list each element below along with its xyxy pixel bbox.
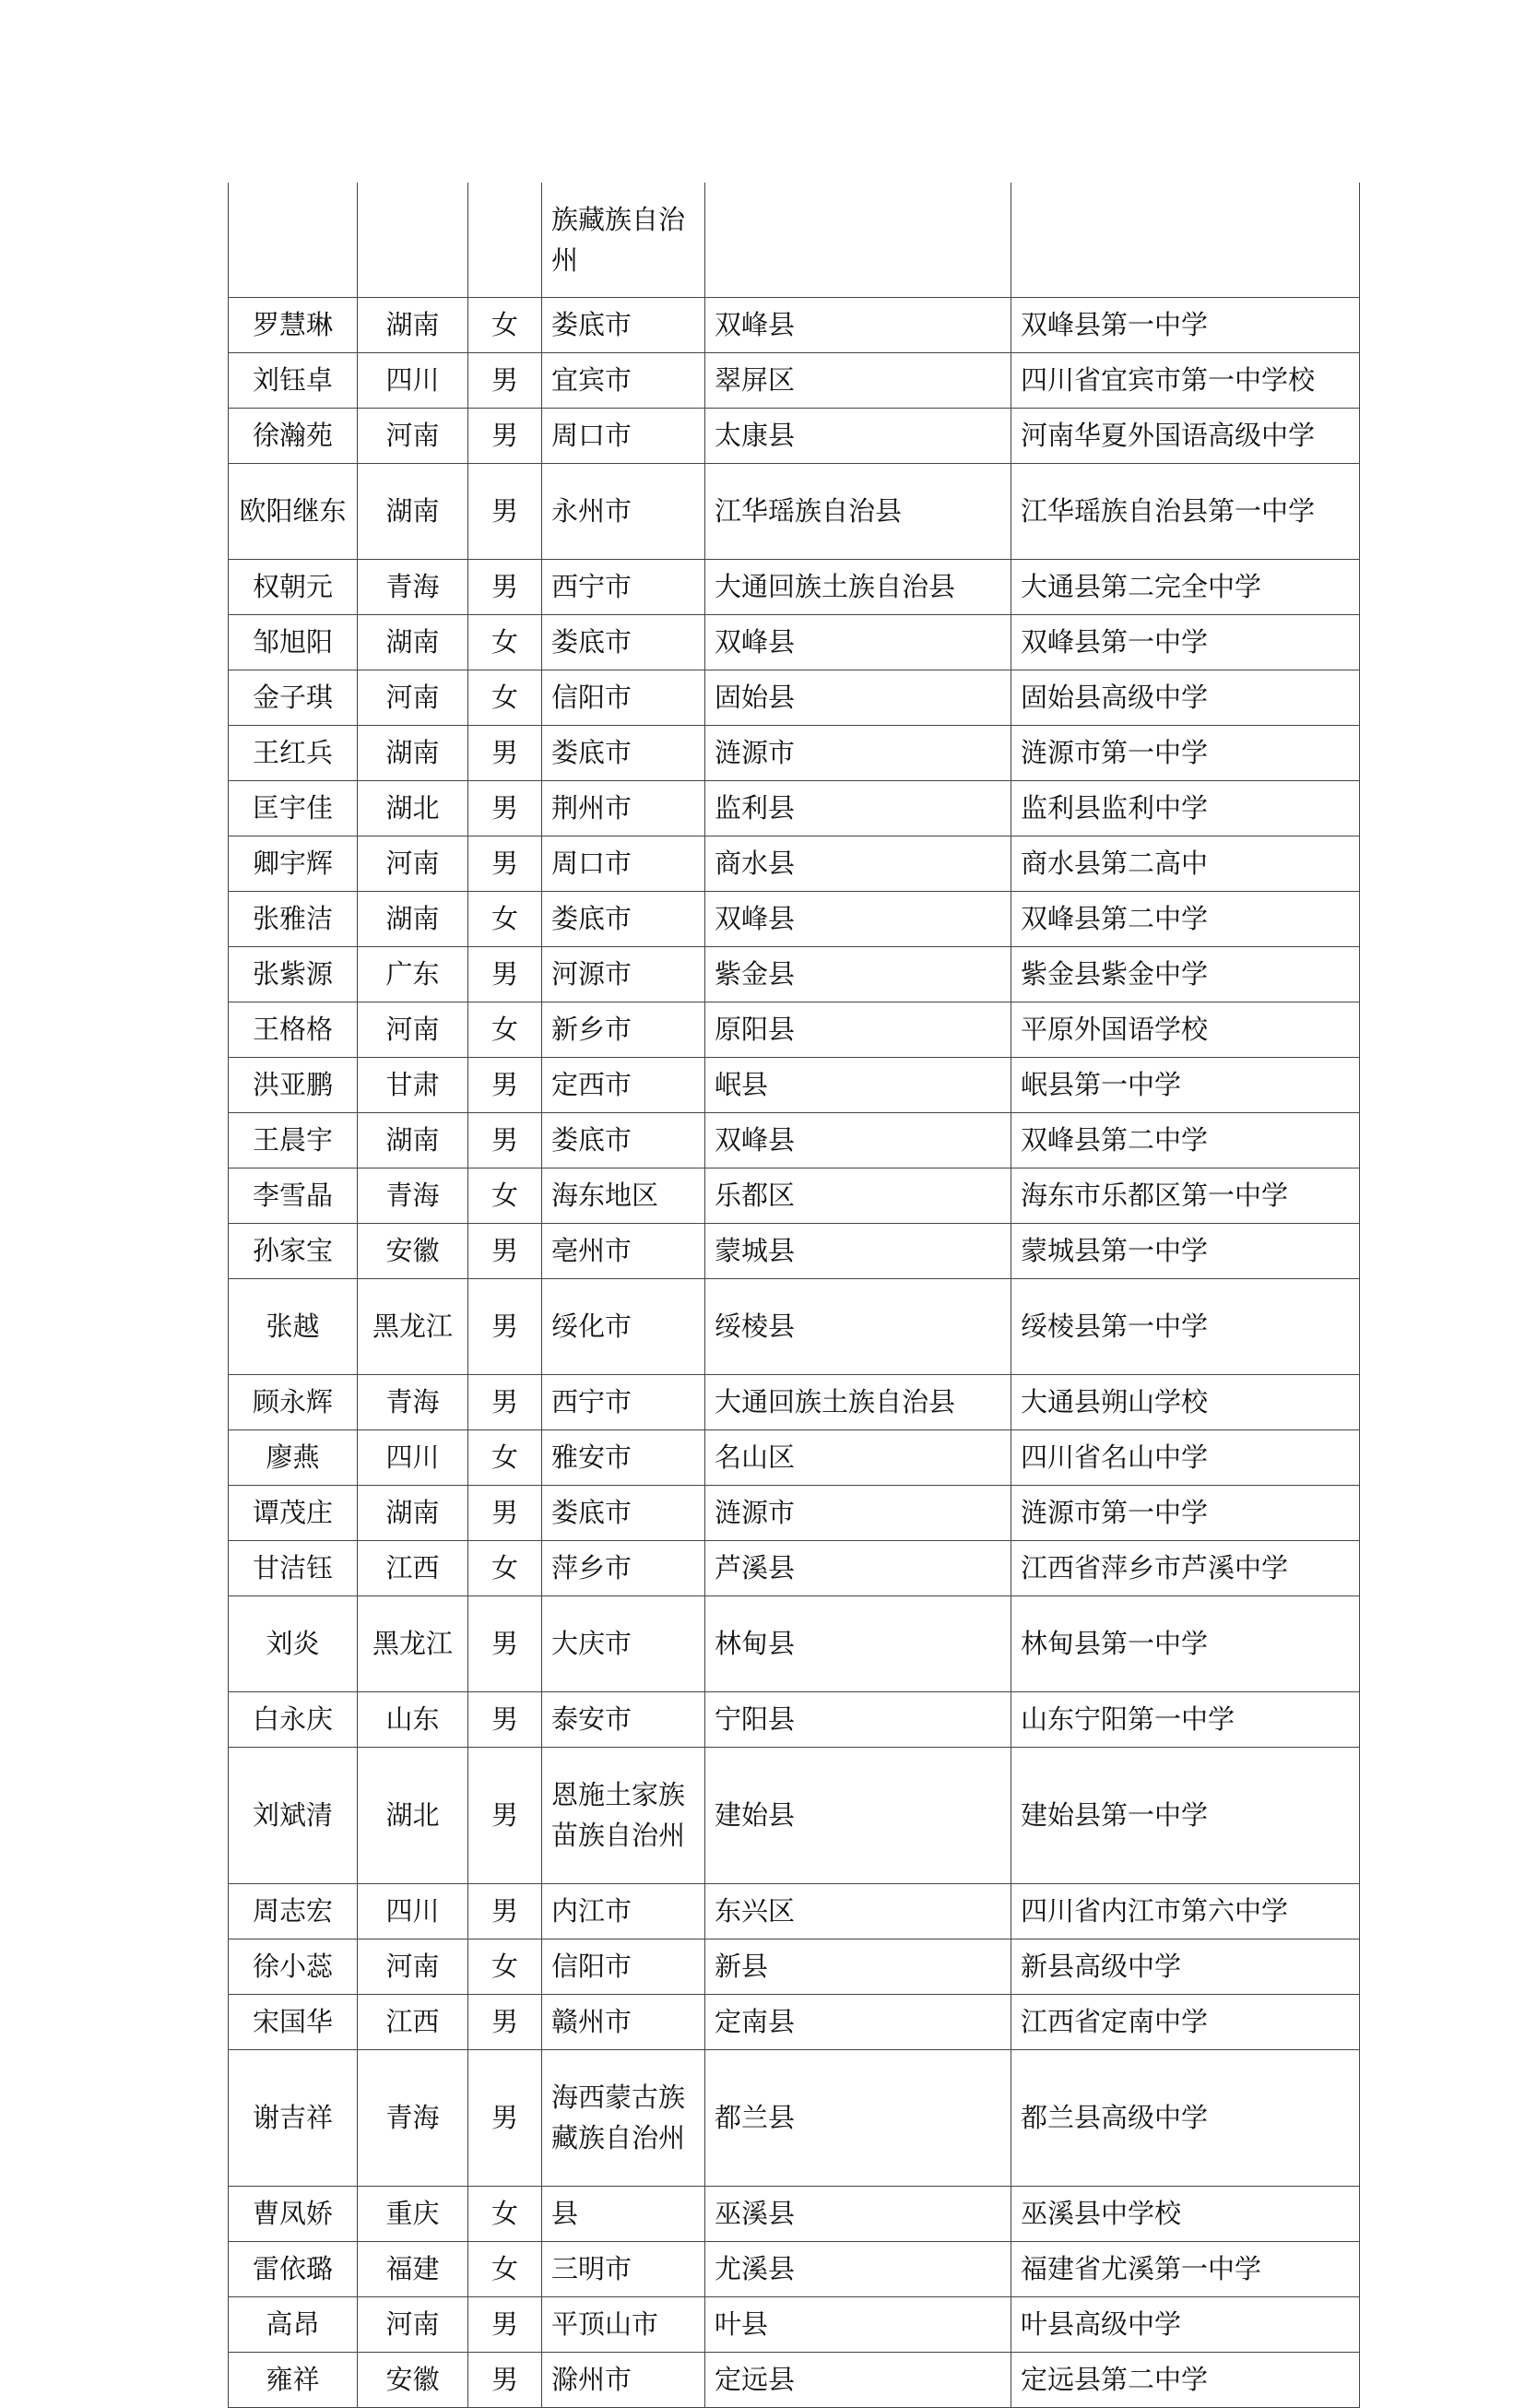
province-cell: 湖北 bbox=[358, 780, 468, 836]
student-name-cell: 刘炎 bbox=[229, 1595, 358, 1691]
table-row bbox=[229, 1994, 1360, 2049]
county-cell: 尤溪县 bbox=[705, 2241, 1011, 2296]
province-cell: 广东 bbox=[358, 946, 468, 1002]
school-cell: 双峰县第一中学 bbox=[1011, 614, 1360, 670]
table-row bbox=[229, 1057, 1360, 1112]
city-cell: 大庆市 bbox=[542, 1595, 705, 1691]
province-cell: 安徽 bbox=[358, 2352, 468, 2407]
student-name-cell: 刘钰卓 bbox=[229, 352, 358, 408]
table-row bbox=[229, 1112, 1360, 1168]
gender-cell: 男 bbox=[468, 1747, 542, 1883]
school-cell: 双峰县第二中学 bbox=[1011, 891, 1360, 946]
province-cell: 四川 bbox=[358, 1883, 468, 1939]
school-cell: 新县高级中学 bbox=[1011, 1939, 1360, 1994]
gender-cell: 男 bbox=[468, 1883, 542, 1939]
gender-cell: 女 bbox=[468, 1939, 542, 1994]
table-row bbox=[229, 891, 1360, 946]
gender-cell: 男 bbox=[468, 1595, 542, 1691]
student-name-cell: 高昂 bbox=[229, 2296, 358, 2352]
province-cell: 安徽 bbox=[358, 1223, 468, 1278]
school-cell: 林甸县第一中学 bbox=[1011, 1595, 1360, 1691]
province-cell: 湖南 bbox=[358, 1485, 468, 1540]
table-row bbox=[229, 836, 1360, 891]
student-name-cell: 顾永辉 bbox=[229, 1374, 358, 1429]
city-cell: 恩施土家族苗族自治州 bbox=[542, 1747, 705, 1883]
school-cell: 紫金县紫金中学 bbox=[1011, 946, 1360, 1002]
table-row bbox=[229, 614, 1360, 670]
table-row bbox=[229, 2049, 1360, 2186]
table-row bbox=[229, 1595, 1360, 1691]
province-cell: 湖南 bbox=[358, 725, 468, 780]
student-name-cell: 王红兵 bbox=[229, 725, 358, 780]
city-cell: 绥化市 bbox=[542, 1278, 705, 1374]
county-cell: 固始县 bbox=[705, 670, 1011, 725]
county-cell: 乐都区 bbox=[705, 1168, 1011, 1223]
city-cell: 新乡市 bbox=[542, 1002, 705, 1057]
province-cell: 江西 bbox=[358, 1994, 468, 2049]
table-row bbox=[229, 1540, 1360, 1595]
student-name-cell: 李雪晶 bbox=[229, 1168, 358, 1223]
province-cell: 河南 bbox=[358, 1002, 468, 1057]
school-cell: 双峰县第二中学 bbox=[1011, 1112, 1360, 1168]
student-name-cell: 匡宇佳 bbox=[229, 780, 358, 836]
student-name-cell: 卿宇辉 bbox=[229, 836, 358, 891]
province-cell: 河南 bbox=[358, 1939, 468, 1994]
gender-cell: 男 bbox=[468, 2296, 542, 2352]
student-name-cell: 雷依璐 bbox=[229, 2241, 358, 2296]
gender-cell: 男 bbox=[468, 352, 542, 408]
county-cell: 涟源市 bbox=[705, 725, 1011, 780]
table-row bbox=[229, 463, 1360, 559]
province-cell: 青海 bbox=[358, 559, 468, 614]
table-row bbox=[229, 1883, 1360, 1939]
city-cell: 县 bbox=[542, 2186, 705, 2241]
province-cell: 黑龙江 bbox=[358, 1595, 468, 1691]
school-cell: 都兰县高级中学 bbox=[1011, 2049, 1360, 2186]
table-row bbox=[229, 2241, 1360, 2296]
province-cell: 河南 bbox=[358, 2296, 468, 2352]
county-cell: 大通回族土族自治县 bbox=[705, 1374, 1011, 1429]
province-cell: 湖南 bbox=[358, 1112, 468, 1168]
city-cell: 雅安市 bbox=[542, 1429, 705, 1485]
gender-cell: 女 bbox=[468, 1168, 542, 1223]
student-name-cell bbox=[229, 183, 358, 297]
province-cell: 湖南 bbox=[358, 297, 468, 352]
city-cell: 信阳市 bbox=[542, 1939, 705, 1994]
city-cell: 信阳市 bbox=[542, 670, 705, 725]
city-cell: 海西蒙古族藏族自治州 bbox=[542, 2049, 705, 2186]
school-cell: 建始县第一中学 bbox=[1011, 1747, 1360, 1883]
county-cell: 江华瑶族自治县 bbox=[705, 463, 1011, 559]
gender-cell: 女 bbox=[468, 297, 542, 352]
province-cell: 河南 bbox=[358, 836, 468, 891]
county-cell: 定南县 bbox=[705, 1994, 1011, 2049]
province-cell: 青海 bbox=[358, 1168, 468, 1223]
county-cell: 涟源市 bbox=[705, 1485, 1011, 1540]
city-cell: 平顶山市 bbox=[542, 2296, 705, 2352]
gender-cell: 男 bbox=[468, 2049, 542, 2186]
school-cell: 四川省内江市第六中学 bbox=[1011, 1883, 1360, 1939]
county-cell: 商水县 bbox=[705, 836, 1011, 891]
county-cell: 监利县 bbox=[705, 780, 1011, 836]
student-name-cell: 白永庆 bbox=[229, 1691, 358, 1747]
school-cell: 大通县朔山学校 bbox=[1011, 1374, 1360, 1429]
county-cell: 建始县 bbox=[705, 1747, 1011, 1883]
gender-cell: 男 bbox=[468, 2352, 542, 2407]
county-cell: 名山区 bbox=[705, 1429, 1011, 1485]
city-cell: 西宁市 bbox=[542, 1374, 705, 1429]
table-row bbox=[229, 1278, 1360, 1374]
city-cell: 族藏族自治州 bbox=[542, 183, 705, 297]
province-cell: 重庆 bbox=[358, 2186, 468, 2241]
county-cell: 林甸县 bbox=[705, 1595, 1011, 1691]
school-cell: 江西省萍乡市芦溪中学 bbox=[1011, 1540, 1360, 1595]
student-name-cell: 张雅洁 bbox=[229, 891, 358, 946]
city-cell: 亳州市 bbox=[542, 1223, 705, 1278]
county-cell: 绥棱县 bbox=[705, 1278, 1011, 1374]
student-name-cell: 王格格 bbox=[229, 1002, 358, 1057]
table-row bbox=[229, 559, 1360, 614]
city-cell: 娄底市 bbox=[542, 725, 705, 780]
gender-cell: 男 bbox=[468, 946, 542, 1002]
county-cell: 双峰县 bbox=[705, 297, 1011, 352]
city-cell: 娄底市 bbox=[542, 891, 705, 946]
county-cell: 宁阳县 bbox=[705, 1691, 1011, 1747]
gender-cell: 男 bbox=[468, 1223, 542, 1278]
city-cell: 永州市 bbox=[542, 463, 705, 559]
county-cell: 东兴区 bbox=[705, 1883, 1011, 1939]
city-cell: 定西市 bbox=[542, 1057, 705, 1112]
city-cell: 滁州市 bbox=[542, 2352, 705, 2407]
city-cell: 宜宾市 bbox=[542, 352, 705, 408]
table-row bbox=[229, 1002, 1360, 1057]
table-row bbox=[229, 670, 1360, 725]
table-row bbox=[229, 183, 1360, 297]
city-cell: 娄底市 bbox=[542, 297, 705, 352]
county-cell: 双峰县 bbox=[705, 891, 1011, 946]
county-cell: 双峰县 bbox=[705, 614, 1011, 670]
table-row bbox=[229, 1691, 1360, 1747]
student-name-cell: 张越 bbox=[229, 1278, 358, 1374]
county-cell: 双峰县 bbox=[705, 1112, 1011, 1168]
county-cell: 芦溪县 bbox=[705, 1540, 1011, 1595]
county-cell: 蒙城县 bbox=[705, 1223, 1011, 1278]
province-cell: 河南 bbox=[358, 408, 468, 463]
school-cell: 监利县监利中学 bbox=[1011, 780, 1360, 836]
city-cell: 河源市 bbox=[542, 946, 705, 1002]
table-row bbox=[229, 1939, 1360, 1994]
student-list-table bbox=[228, 183, 1360, 2408]
gender-cell: 男 bbox=[468, 463, 542, 559]
student-name-cell: 孙家宝 bbox=[229, 1223, 358, 1278]
student-name-cell: 洪亚鹏 bbox=[229, 1057, 358, 1112]
school-cell: 岷县第一中学 bbox=[1011, 1057, 1360, 1112]
province-cell: 四川 bbox=[358, 1429, 468, 1485]
city-cell: 赣州市 bbox=[542, 1994, 705, 2049]
county-cell bbox=[705, 183, 1011, 297]
gender-cell: 男 bbox=[468, 1057, 542, 1112]
school-cell: 蒙城县第一中学 bbox=[1011, 1223, 1360, 1278]
school-cell: 江华瑶族自治县第一中学 bbox=[1011, 463, 1360, 559]
province-cell: 四川 bbox=[358, 352, 468, 408]
city-cell: 三明市 bbox=[542, 2241, 705, 2296]
school-cell bbox=[1011, 183, 1360, 297]
student-name-cell: 廖燕 bbox=[229, 1429, 358, 1485]
table-row bbox=[229, 1485, 1360, 1540]
school-cell: 河南华夏外国语高级中学 bbox=[1011, 408, 1360, 463]
gender-cell: 男 bbox=[468, 559, 542, 614]
gender-cell: 男 bbox=[468, 725, 542, 780]
student-name-cell: 甘洁钰 bbox=[229, 1540, 358, 1595]
student-name-cell: 曹凤娇 bbox=[229, 2186, 358, 2241]
student-name-cell: 张紫源 bbox=[229, 946, 358, 1002]
school-cell: 海东市乐都区第一中学 bbox=[1011, 1168, 1360, 1223]
gender-cell: 女 bbox=[468, 1540, 542, 1595]
table-row bbox=[229, 352, 1360, 408]
school-cell: 四川省名山中学 bbox=[1011, 1429, 1360, 1485]
city-cell: 娄底市 bbox=[542, 1485, 705, 1540]
gender-cell: 男 bbox=[468, 780, 542, 836]
table-row bbox=[229, 297, 1360, 352]
student-name-cell: 权朝元 bbox=[229, 559, 358, 614]
county-cell: 紫金县 bbox=[705, 946, 1011, 1002]
student-name-cell: 周志宏 bbox=[229, 1883, 358, 1939]
gender-cell: 男 bbox=[468, 836, 542, 891]
county-cell: 大通回族土族自治县 bbox=[705, 559, 1011, 614]
gender-cell: 女 bbox=[468, 2186, 542, 2241]
city-cell: 周口市 bbox=[542, 408, 705, 463]
city-cell: 西宁市 bbox=[542, 559, 705, 614]
school-cell: 双峰县第一中学 bbox=[1011, 297, 1360, 352]
county-cell: 新县 bbox=[705, 1939, 1011, 1994]
school-cell: 山东宁阳第一中学 bbox=[1011, 1691, 1360, 1747]
student-name-cell: 金子琪 bbox=[229, 670, 358, 725]
city-cell: 萍乡市 bbox=[542, 1540, 705, 1595]
table-row bbox=[229, 2186, 1360, 2241]
county-cell: 太康县 bbox=[705, 408, 1011, 463]
province-cell: 福建 bbox=[358, 2241, 468, 2296]
table-row bbox=[229, 780, 1360, 836]
gender-cell: 男 bbox=[468, 1691, 542, 1747]
school-cell: 大通县第二完全中学 bbox=[1011, 559, 1360, 614]
city-cell: 荆州市 bbox=[542, 780, 705, 836]
table-row bbox=[229, 1429, 1360, 1485]
province-cell: 青海 bbox=[358, 2049, 468, 2186]
student-name-cell: 谭茂庄 bbox=[229, 1485, 358, 1540]
student-name-cell: 邹旭阳 bbox=[229, 614, 358, 670]
table-row bbox=[229, 2296, 1360, 2352]
gender-cell bbox=[468, 183, 542, 297]
city-cell: 娄底市 bbox=[542, 614, 705, 670]
table-row bbox=[229, 1374, 1360, 1429]
gender-cell: 女 bbox=[468, 1002, 542, 1057]
school-cell: 江西省定南中学 bbox=[1011, 1994, 1360, 2049]
province-cell bbox=[358, 183, 468, 297]
school-cell: 叶县高级中学 bbox=[1011, 2296, 1360, 2352]
province-cell: 江西 bbox=[358, 1540, 468, 1595]
school-cell: 福建省尤溪第一中学 bbox=[1011, 2241, 1360, 2296]
county-cell: 翠屏区 bbox=[705, 352, 1011, 408]
gender-cell: 女 bbox=[468, 2241, 542, 2296]
gender-cell: 男 bbox=[468, 1485, 542, 1540]
city-cell: 娄底市 bbox=[542, 1112, 705, 1168]
province-cell: 黑龙江 bbox=[358, 1278, 468, 1374]
school-cell: 绥棱县第一中学 bbox=[1011, 1278, 1360, 1374]
gender-cell: 女 bbox=[468, 614, 542, 670]
city-cell: 泰安市 bbox=[542, 1691, 705, 1747]
gender-cell: 男 bbox=[468, 1278, 542, 1374]
student-name-cell: 谢吉祥 bbox=[229, 2049, 358, 2186]
city-cell: 周口市 bbox=[542, 836, 705, 891]
school-cell: 涟源市第一中学 bbox=[1011, 725, 1360, 780]
gender-cell: 女 bbox=[468, 670, 542, 725]
table-row bbox=[229, 725, 1360, 780]
county-cell: 岷县 bbox=[705, 1057, 1011, 1112]
school-cell: 定远县第二中学 bbox=[1011, 2352, 1360, 2407]
school-cell: 四川省宜宾市第一中学校 bbox=[1011, 352, 1360, 408]
table-row bbox=[229, 946, 1360, 1002]
student-name-cell: 罗慧琳 bbox=[229, 297, 358, 352]
table-row bbox=[229, 1747, 1360, 1883]
province-cell: 青海 bbox=[358, 1374, 468, 1429]
county-cell: 叶县 bbox=[705, 2296, 1011, 2352]
city-cell: 内江市 bbox=[542, 1883, 705, 1939]
table-row bbox=[229, 408, 1360, 463]
student-name-cell: 徐瀚苑 bbox=[229, 408, 358, 463]
gender-cell: 女 bbox=[468, 1429, 542, 1485]
table-row bbox=[229, 1223, 1360, 1278]
county-cell: 定远县 bbox=[705, 2352, 1011, 2407]
student-name-cell: 雍祥 bbox=[229, 2352, 358, 2407]
student-name-cell: 宋国华 bbox=[229, 1994, 358, 2049]
province-cell: 湖北 bbox=[358, 1747, 468, 1883]
table-row bbox=[229, 1168, 1360, 1223]
student-name-cell: 刘斌清 bbox=[229, 1747, 358, 1883]
gender-cell: 女 bbox=[468, 891, 542, 946]
student-name-cell: 徐小蕊 bbox=[229, 1939, 358, 1994]
school-cell: 巫溪县中学校 bbox=[1011, 2186, 1360, 2241]
province-cell: 湖南 bbox=[358, 614, 468, 670]
school-cell: 固始县高级中学 bbox=[1011, 670, 1360, 725]
province-cell: 甘肃 bbox=[358, 1057, 468, 1112]
gender-cell: 男 bbox=[468, 1994, 542, 2049]
table-body bbox=[229, 183, 1360, 2407]
county-cell: 原阳县 bbox=[705, 1002, 1011, 1057]
gender-cell: 男 bbox=[468, 1374, 542, 1429]
province-cell: 河南 bbox=[358, 670, 468, 725]
province-cell: 湖南 bbox=[358, 463, 468, 559]
school-cell: 商水县第二高中 bbox=[1011, 836, 1360, 891]
province-cell: 湖南 bbox=[358, 891, 468, 946]
table-row bbox=[229, 2352, 1360, 2407]
school-cell: 平原外国语学校 bbox=[1011, 1002, 1360, 1057]
student-name-cell: 王晨宇 bbox=[229, 1112, 358, 1168]
province-cell: 山东 bbox=[358, 1691, 468, 1747]
county-cell: 巫溪县 bbox=[705, 2186, 1011, 2241]
gender-cell: 男 bbox=[468, 408, 542, 463]
county-cell: 都兰县 bbox=[705, 2049, 1011, 2186]
gender-cell: 男 bbox=[468, 1112, 542, 1168]
school-cell: 涟源市第一中学 bbox=[1011, 1485, 1360, 1540]
city-cell: 海东地区 bbox=[542, 1168, 705, 1223]
student-name-cell: 欧阳继东 bbox=[229, 463, 358, 559]
